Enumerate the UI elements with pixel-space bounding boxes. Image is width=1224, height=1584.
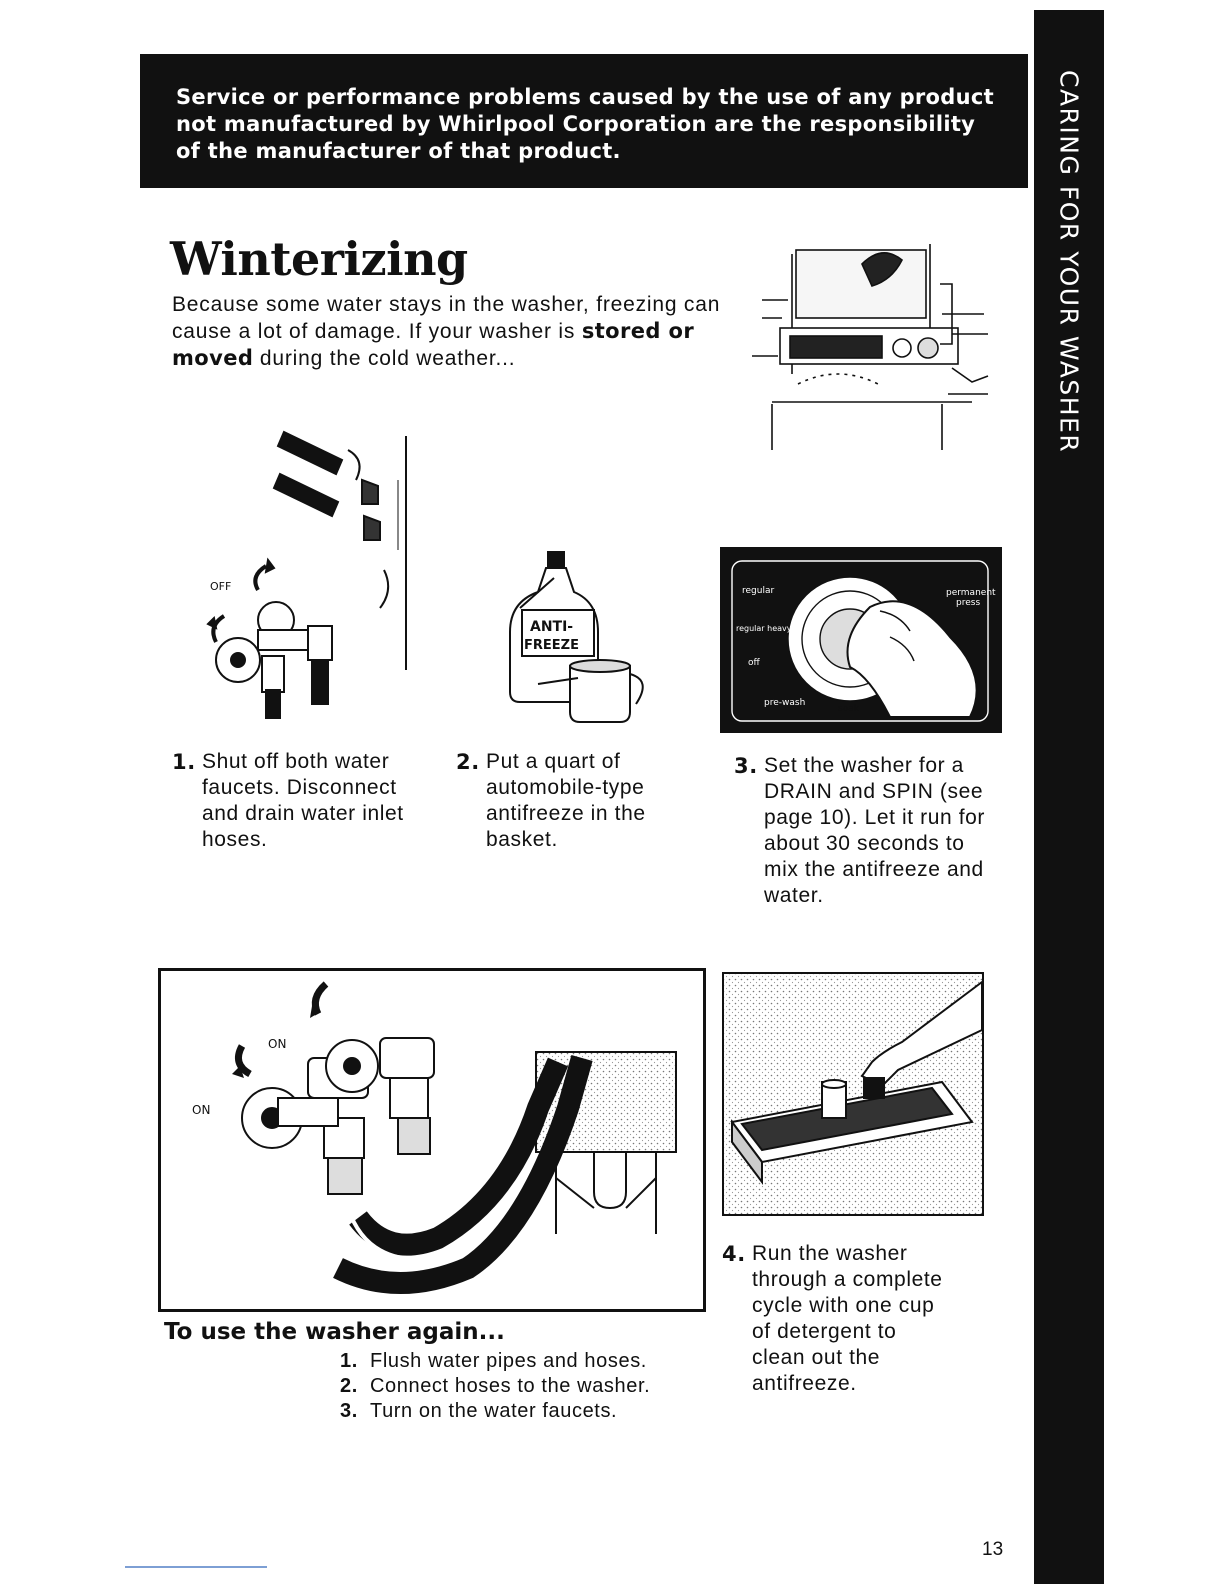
- faucets-on-hoses-tub-illustration: [158, 968, 706, 1314]
- faucets-off-illustration: [198, 420, 422, 726]
- notice-banner: [140, 54, 1028, 188]
- intro-paragraph: [172, 292, 742, 372]
- step-3-number: 3.: [734, 754, 758, 778]
- intro-text-bold: stored or moved: [172, 319, 695, 370]
- on-label-right: ON: [268, 1037, 287, 1051]
- step-1-text: Shut off both water faucets. Disconnect and drain water inlet hoses.: [202, 750, 404, 851]
- step-4-number: 4.: [722, 1242, 746, 1266]
- dial-regular-label: regular: [742, 586, 775, 596]
- drain-spin-dial-illustration: [720, 547, 1002, 733]
- use-again-item-text: Turn on the water faucets.: [370, 1400, 618, 1422]
- dial-permanent-label: permanent: [946, 588, 996, 598]
- use-again-item: [340, 1374, 720, 1399]
- step-3-text: Set the washer for a DRAIN and SPIN (see page 10). Let it run for about 30 seconds to mix the antifreeze and water.: [764, 754, 986, 907]
- on-label-left: ON: [192, 1103, 211, 1117]
- use-again-item: [340, 1399, 720, 1424]
- step-2-number: 2.: [456, 750, 480, 774]
- antifreeze-label-line1: ANTI-: [530, 619, 574, 635]
- step-1-number: 1.: [172, 750, 196, 774]
- side-tab-label: CARING FOR YOUR WASHER: [1054, 70, 1084, 454]
- dial-off-label: off: [748, 658, 760, 668]
- use-again-item-number: 1.: [340, 1350, 358, 1372]
- antifreeze-label-line2: FREEZE: [524, 638, 579, 653]
- off-label: OFF: [210, 580, 232, 593]
- intro-text-after: during the cold weather...: [253, 347, 516, 370]
- step-3: [734, 753, 1004, 933]
- use-again-item-text: Flush water pipes and hoses.: [370, 1350, 647, 1372]
- step-4: [722, 1241, 992, 1401]
- step-1: [172, 749, 422, 859]
- notice-text: Service or performance problems caused by the use of any product not manufactured by Whirlpool Corporation are the responsibility of the manufacturer of that product.: [176, 85, 994, 163]
- use-again-list: [340, 1349, 720, 1424]
- use-again-item-number: 3.: [340, 1400, 358, 1422]
- use-again-item: [340, 1349, 720, 1374]
- antifreeze-illustration: [508, 548, 668, 726]
- dial-soak-label: soak: [838, 704, 859, 714]
- dial-heavy-label: regular heavy: [736, 624, 792, 633]
- footer-rule: [125, 1566, 267, 1568]
- step-4-text: Run the washer through a complete cycle with one cup of detergent to clean out the antifreeze.: [752, 1242, 943, 1395]
- intro-text-before: Because some water stays in the washer, freezing can cause a lot of damage. If your washer is: [172, 293, 721, 343]
- use-again-item-number: 2.: [340, 1375, 358, 1397]
- section-side-tab: [1034, 10, 1104, 1584]
- step-2: [456, 749, 706, 859]
- dial-prewash-label: pre-wash: [764, 698, 806, 708]
- use-again-heading: To use the washer again...: [164, 1319, 505, 1345]
- dial-press-label: press: [956, 598, 981, 608]
- page-number: 13: [982, 1539, 1004, 1560]
- use-again-item-text: Connect hoses to the washer.: [370, 1375, 651, 1397]
- pour-detergent-illustration: [722, 972, 984, 1216]
- washer-cold-illustration: [752, 244, 992, 454]
- page-title: Winterizing: [170, 232, 468, 286]
- step-2-text: Put a quart of automobile-type antifreeze in the basket.: [486, 750, 646, 851]
